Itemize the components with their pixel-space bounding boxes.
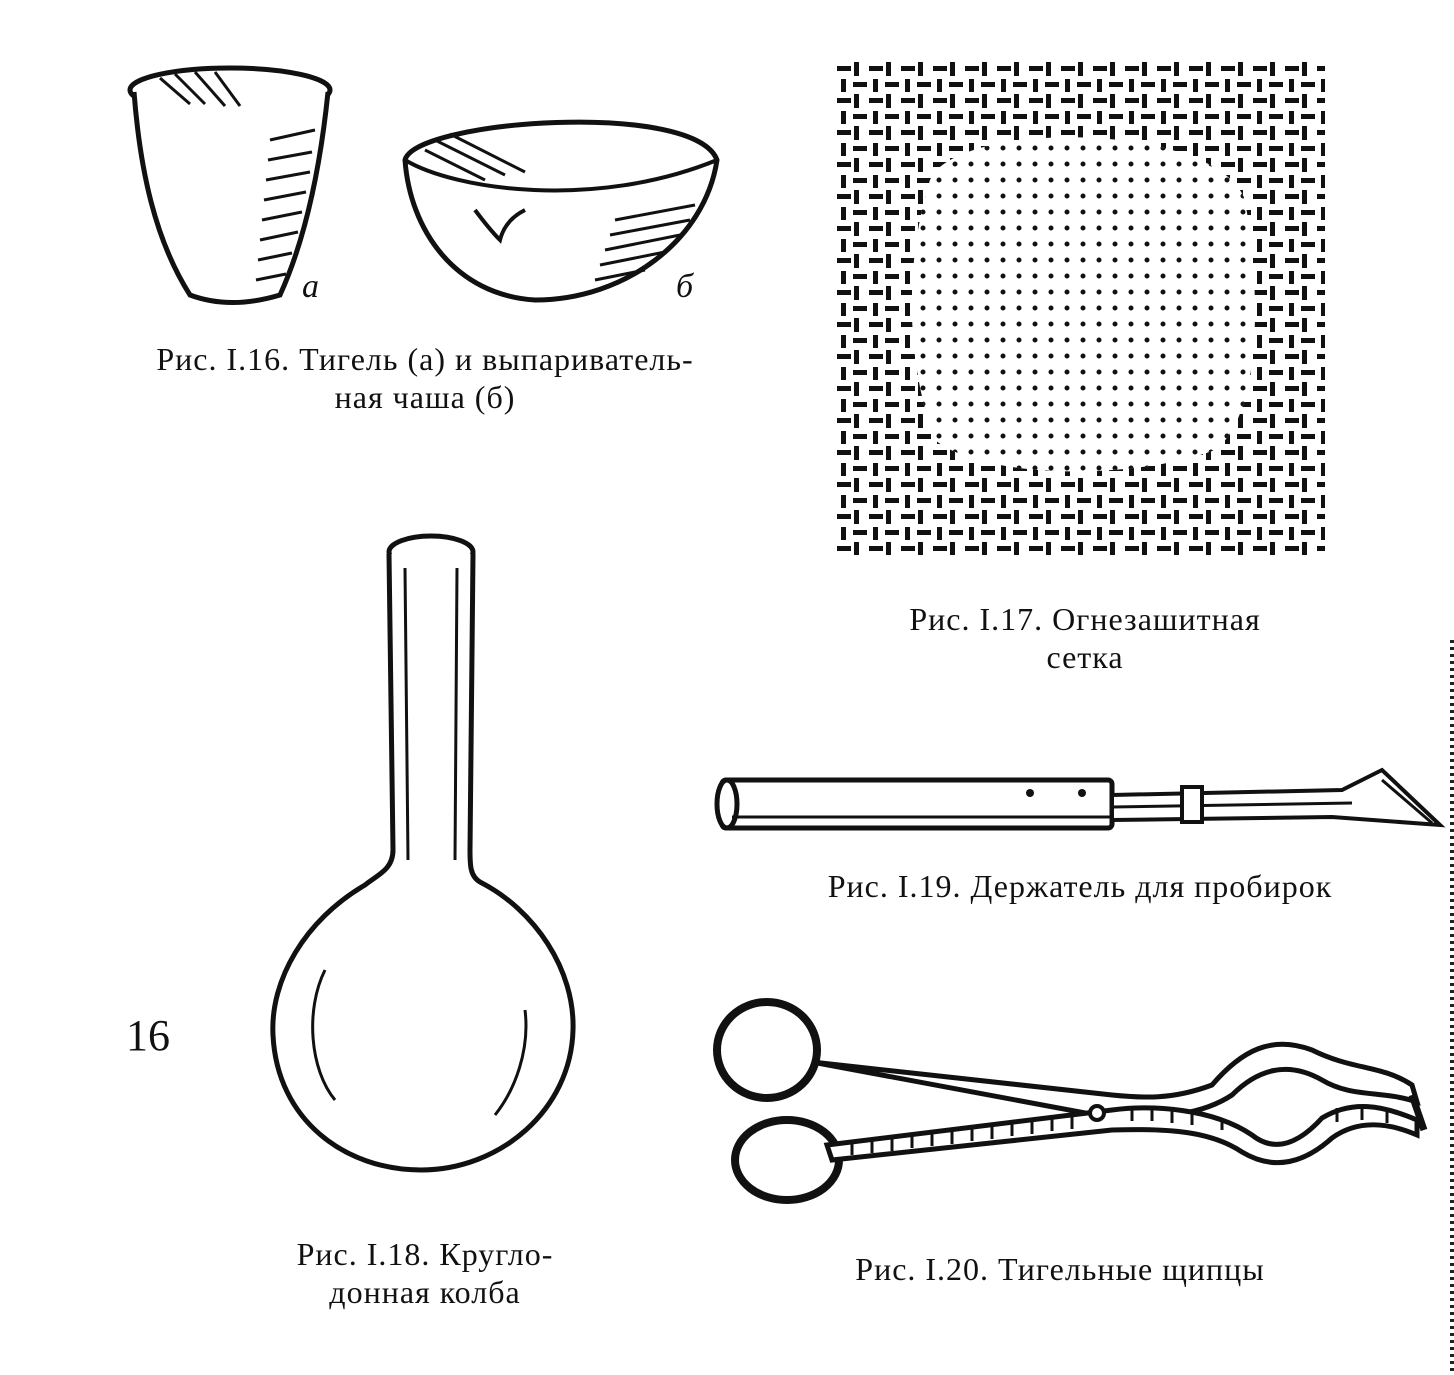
caption-fig-1-16: Рис. I.16. Тигель (а) и выпариватель- ная чаша (б) [156, 341, 694, 415]
crucible-tongs-illustration [712, 990, 1427, 1205]
test-tube-holder-illustration [712, 765, 1442, 840]
scan-edge [1450, 640, 1454, 1375]
page-number: 16 [126, 1011, 170, 1060]
evaporating-dish-label: б [676, 268, 695, 305]
crucible-label: а [302, 268, 320, 305]
caption-fig-1-20: Рис. I.20. Тигельные щипцы [855, 1251, 1265, 1287]
caption-fig-1-18: Рис. I.18. Кругло- донная колба [296, 1236, 554, 1310]
wire-gauze-illustration [835, 60, 1325, 555]
caption-fig-1-19: Рис. I.19. Держатель для пробирок [827, 868, 1333, 904]
round-bottom-flask-illustration [265, 530, 585, 1180]
caption-fig-1-17: Рис. I.17. Огнезашитная сетка [909, 601, 1261, 675]
